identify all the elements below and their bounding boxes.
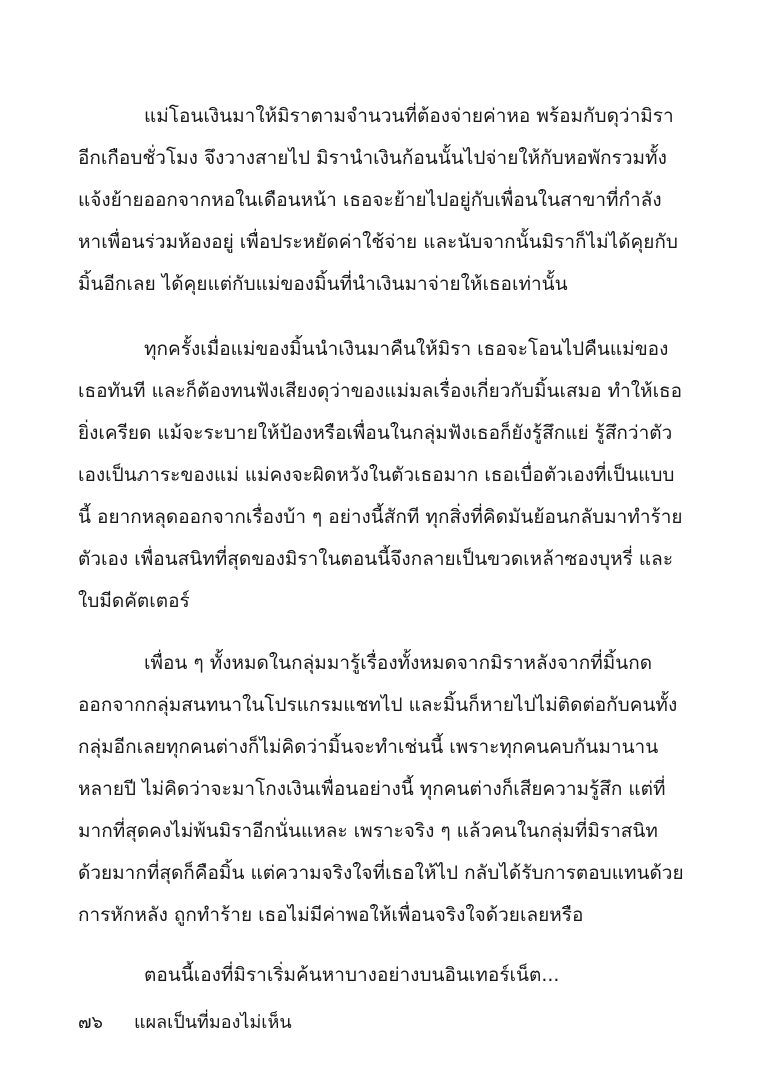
paragraph-2-line-4: เองเป็นภาระของแม่ แม่คงจะผิดหวังในตัวเธอมาก เธอเบื่อตัวเองที่เป็นแบบ	[78, 464, 675, 486]
paragraph-1-line-1: แม่โอนเงินมาให้มิราตามจำนวนที่ต้องจ่ายค่าหอ พร้อมกับดุว่ามิรา	[144, 105, 674, 127]
paragraph-2-line-3: ยิ่งเครียด แม้จะระบายให้ป้องหรือเพื่อนในกลุ่มฟังเธอก็ยังรู้สึกแย่ รู้สึกว่าตัว	[78, 422, 673, 444]
paragraph-2-line-1: ทุกครั้งเมื่อแม่ของมิ้นนำเงินมาคืนให้มิรา เธอจะโอนไปคืนแม่ของ	[144, 338, 669, 360]
paragraph-1-line-3: แจ้งย้ายออกจากหอในเดือนหน้า เธอจะย้ายไปอยู่กับเพื่อนในสาขาที่กำลัง	[78, 189, 662, 211]
book-title: แผลเป็นที่มองไม่เห็น	[134, 1012, 292, 1033]
paragraph-3-line-4: หลายปี ไม่คิดว่าจะมาโกงเงินเพื่อนอย่างนี้ ทุกคนต่างก็เสียความรู้สึก แต่ที่	[78, 778, 666, 800]
paragraph-3-line-3: กลุ่มอีกเลยทุกคนต่างก็ไม่คิดว่ามิ้นจะทำเช่นนี้ เพราะทุกคนคบกันมานาน	[78, 736, 659, 758]
paragraph-2-line-6: ตัวเอง เพื่อนสนิทที่สุดของมิราในตอนนี้จึงกลายเป็นขวดเหล้าซองบุหรี่ และ	[78, 548, 674, 570]
paragraph-1-line-5: มิ้นอีกเลย ได้คุยแต่กับแม่ของมิ้นที่นำเงินมาจ่ายให้เธอเท่านั้น	[78, 273, 568, 295]
paragraph-2-line-2: เธอทันที และก็ต้องทนฟังเสียงดุว่าของแม่มลเรื่องเกี่ยวกับมิ้นเสมอ ทำให้เธอ	[78, 380, 683, 402]
paragraph-3-line-7: การหักหลัง ถูกทำร้าย เธอไม่มีค่าพอให้เพื่อนจริงใจด้วยเลยหรือ	[78, 904, 584, 926]
paragraph-3-line-1: เพื่อน ๆ ทั้งหมดในกลุ่มมารู้เรื่องทั้งหมดจากมิราหลังจากที่มิ้นกด	[144, 652, 653, 674]
paragraph-3-line-2: ออกจากกลุ่มสนทนาในโปรแกรมแชทไป และมิ้นก็หายไปไม่ติดต่อกับคนทั้ง	[78, 694, 678, 716]
paragraph-3-line-6: ด้วยมากที่สุดก็คือมิ้น แต่ความจริงใจที่เธอให้ไป กลับได้รับการตอบแทนด้วย	[78, 862, 684, 884]
paragraph-3-line-5: มากที่สุดคงไม่พ้นมิราอีกนั่นแหละ เพราะจริง ๆ แล้วคนในกลุ่มที่มิราสนิท	[78, 820, 658, 842]
paragraph-2-line-7: ใบมีดคัตเตอร์	[78, 590, 190, 612]
paragraph-4-line-1: ตอนนี้เองที่มิราเริ่มค้นหาบางอย่างบนอินเทอร์เน็ต...	[144, 964, 560, 986]
paragraph-1-line-4: หาเพื่อนร่วมห้องอยู่ เพื่อประหยัดค่าใช้จ่าย และนับจากนั้นมิราก็ไม่ได้คุยกับ	[78, 231, 678, 253]
page-number: ๗๖	[78, 1012, 103, 1033]
paragraph-2-line-5: นี้ อยากหลุดออกจากเรื่องบ้า ๆ อย่างนี้สักที ทุกสิ่งที่คิดมันย้อนกลับมาทำร้าย	[78, 506, 683, 528]
paragraph-1-line-2: อีกเกือบชั่วโมง จึงวางสายไป มิรานำเงินก้อนนั้นไปจ่ายให้กับหอพักรวมทั้ง	[78, 147, 667, 169]
